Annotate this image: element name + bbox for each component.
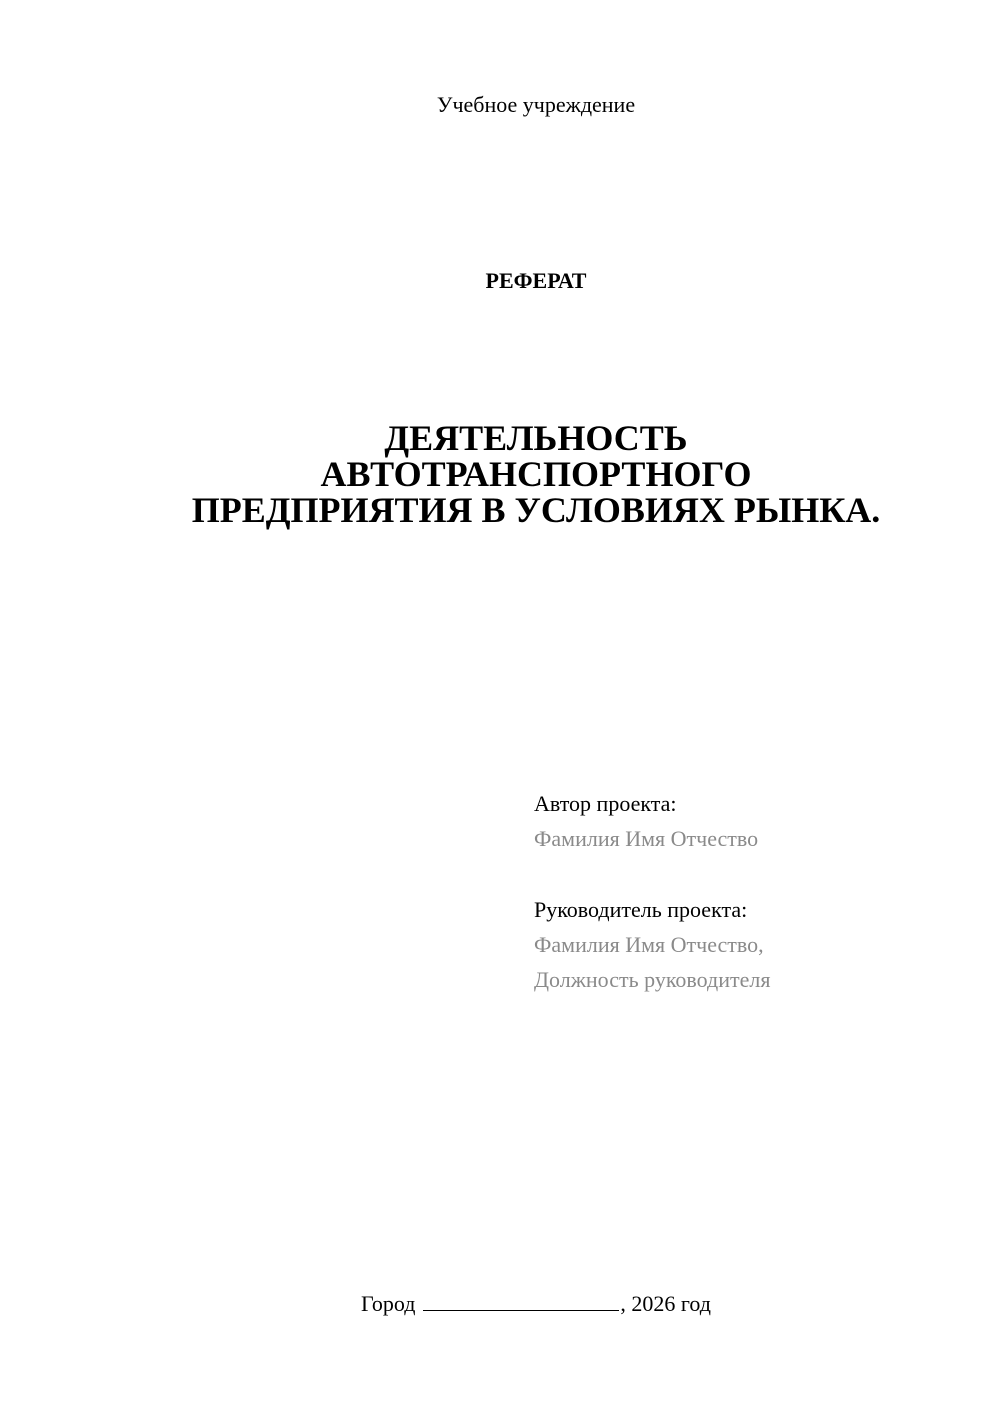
title-line-3: ПРЕДПРИЯТИЯ В УСЛОВИЯХ РЫНКА. (191, 490, 881, 530)
city-label: Город (361, 1291, 416, 1316)
author-name-placeholder: Фамилия Имя Отчество (534, 826, 759, 851)
title-line-2: АВТОТРАНСПОРТНОГО (320, 454, 752, 494)
project-info-block (534, 786, 974, 997)
document-type: РЕФЕРАТ (485, 268, 587, 293)
title-line-1: ДЕЯТЕЛЬНОСТЬ (384, 418, 688, 458)
city-blank-line (423, 1290, 619, 1311)
supervisor-name-placeholder: Фамилия Имя Отчество, (534, 932, 764, 957)
document-title (0, 420, 1000, 528)
city-year-line (0, 1289, 1000, 1319)
institution-name: Учебное учреждение (436, 92, 636, 117)
supervisor-label: Руководитель проекта: (534, 897, 748, 922)
supervisor-position-placeholder: Должность руководителя (534, 967, 771, 992)
year-text: , 2026 год (620, 1291, 711, 1316)
author-label: Автор проекта: (534, 791, 677, 816)
